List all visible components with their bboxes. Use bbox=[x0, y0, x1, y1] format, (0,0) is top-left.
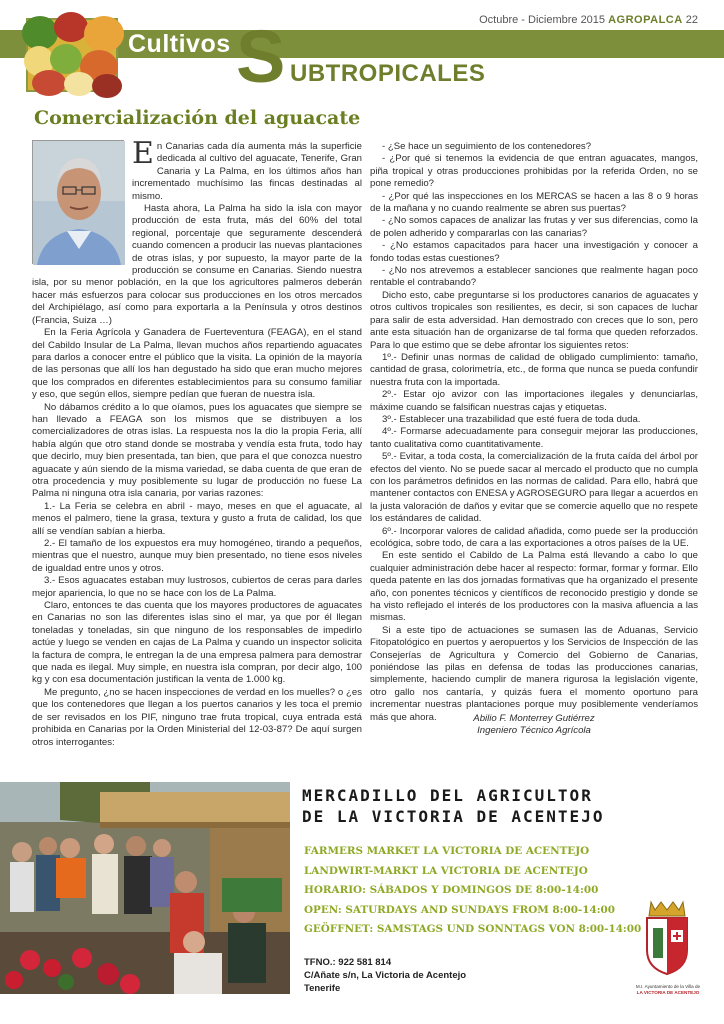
author-role: Ingeniero Técnico Agrícola bbox=[477, 725, 591, 736]
ad-headline-2: DE LA VICTORIA DE ACENTEJO bbox=[302, 807, 605, 826]
issue-info bbox=[479, 14, 698, 26]
article-column-1 bbox=[32, 136, 362, 748]
question: - ¿No nos atrevemos a establecer sanciones que realmente hagan poco rentable el contrabando? bbox=[370, 265, 698, 289]
ad-info-lines bbox=[304, 842, 641, 940]
paragraph: 1.- La Feria se celebra en abril - mayo, meses en que el aguacate, al menos el palmero, tiene la grasa, textura y gusto a fruta de calidad, los que allí se vendían sabían a hierba. bbox=[32, 500, 362, 537]
question: - ¿No estamos capacitados para hacer una investigación y conocer a fondo todas estas cuestiones? bbox=[370, 240, 698, 264]
issue-date: Octubre - Diciembre 2015 bbox=[479, 14, 606, 26]
ad-line: FARMERS MARKET LA VICTORIA DE ACENTEJO bbox=[304, 845, 590, 857]
challenge-item: 1º.- Definir unas normas de calidad de obligado cumplimiento: tamaño, cantidad de grasa, colorimetría, etc., de forma que nunca se pueda confundir nuestra fruta con la importada. bbox=[370, 351, 698, 388]
question: - ¿Por qué las inspecciones en los MERCAS se hacen a las 8 o 9 horas de la mañana y no cuando realmente se abren sus puertas? bbox=[370, 190, 698, 215]
challenge-item: 5º.- Evitar, a toda costa, la comercialización de la fruta caída del árbol por efectos del viento. No se puede sacar al mercado el producto que no cumpla con los parámetros definidos en las normas de calidad. Para ello, habrá que mantener contactos con ENESA y AGROSEGURO para llegar a acuerdos en la justa valoración de daños y evitar que se comercie aquello que no respete los estándares de calidad. bbox=[370, 451, 698, 525]
article-title: Comercialización del aguacate bbox=[34, 107, 361, 129]
ad-headline-1: MERCADILLO DEL AGRICULTOR bbox=[302, 786, 593, 805]
paragraph: 2.- El tamaño de los expuestos era muy homogéneo, tirando a pequeños, mientras que el nuestro, aunque muy bien presentado, no tiene esos niveles de igualdad entre unos y otros. bbox=[32, 538, 362, 574]
ad-line: LANDWIRT-MARKT LA VICTORIA DE ACENTEJO bbox=[304, 864, 588, 877]
municipal-crest-icon bbox=[641, 898, 693, 980]
page-number: 22 bbox=[685, 14, 698, 26]
ad-phone: TFNO.: 922 581 814 bbox=[304, 957, 392, 968]
crest-caption bbox=[620, 984, 716, 995]
author-signature bbox=[370, 713, 698, 737]
question: - ¿No somos capaces de analizar las frutas y ver sus diferencias, como la de polen adherido y compararlas con las canarias? bbox=[370, 215, 698, 239]
paragraph: No dábamos crédito a lo que oíamos, pues los aguacates que siempre se han llevado a FEAGA son los mismos que se distribuyen a los comercializadores de otras islas. La respuesta nos la dio la propia Feria, allí había algún que otro stand donde se mostraba y vendía esta fruta, todo hay que decirlo, muy bien presentada, tan bien, que para el que conozca nuestro aguacate y aún siendo de la misma variedad, se daba cuenta de que eran de otra procedencia y muy posiblemente su lugar de producción no fuese La Palma ni ninguna otra isla canaria, por varias razones: bbox=[32, 401, 362, 500]
author-name: Abilio F. Monterrey Gutiérrez bbox=[473, 713, 595, 724]
fruit-photo bbox=[26, 18, 118, 92]
article-column-2 bbox=[370, 141, 698, 741]
paragraph: Hasta ahora, La Palma ha sido la isla con mayor producción de esta fruta, más del 60% del total regional, porcentaje que seguramente descenderá cuando comencen a producir las nuevas plantaciones de otras islas, y por supuesto, la mayor parte de la producción se consume en Canarias. Siendo nuestra isla, por su menor población, en la que los agricultores palmeros deberán hacer más esfuerzos para colocar sus producciones en los otros mercados del Archipiélago, así como para exportarla a la Península y otros destinos (Francia, Suiza …) bbox=[32, 203, 362, 326]
ad-contact bbox=[304, 956, 466, 995]
photo-float-spacer bbox=[32, 141, 132, 269]
paragraph: Me pregunto, ¿no se hacen inspecciones de verdad en los muelles? o ¿es que los contenedores que llegan a los puertos canarios y les toca el premio de ser revisados en los PIF, ninguno trae fruta tropical, cuya entrada está prohibida en Canarias por la Orden Ministerial del 12-03-87? De aquí surgen otros interrogantes: bbox=[32, 686, 362, 748]
challenge-item: 6º.- Incorporar valores de calidad añadida, como puede ser la producción ecológica, sobre todo, de cara a las exportaciones a otros países de la UE. bbox=[370, 525, 698, 549]
question: - ¿Se hace un seguimiento de los contenedores? bbox=[382, 141, 592, 152]
paragraph: En este sentido el Cabildo de La Palma está llevando a cabo lo que cualquier administración debe hacer al respecto: formar, formar y formar. Ello queda patente en las dos jornadas formativas que ha organizado el presente año, con ponentes técnicos y científicos de reconocido prestigio y donde se ha visto reflejado el interés de los productores con la masiva afluencia a las mismas. bbox=[370, 550, 698, 624]
paragraph: Si a este tipo de actuaciones se sumasen las de Aduanas, Servicio Fitopatológico en puertos y aeropuertos y los Servicios de Inspección de las Consejerías de Agricultura y Comercio del Gobierno de Canarias, poniéndose las pilas en defensa de todas las producciones canarias, simplemente, haciendo cumplir de manera rigurosa la legislación vigente, otro gallo nos cantaría, y quizás fuera el momento oportuno para incrementar nuestras plantaciones porque muy posiblemente venderíamos más que ahora. bbox=[370, 624, 698, 723]
paragraph: Dicho esto, cabe preguntarse si los productores canarios de aguacates y otros cultivos tropicales son resilientes, es decir, si son capaces de luchar para salir de esta adversidad. Han demostrado con creces que lo son, pero ante esta situación han de organizarse de tal forma que queden reforzados. Para lo que estimo que se debe afrontar los siguientes retos: bbox=[370, 289, 698, 351]
market-photo bbox=[0, 782, 290, 994]
drop-cap: E bbox=[132, 136, 154, 171]
ad-city: Tenerife bbox=[304, 983, 341, 994]
ad-line: OPEN: SATURDAYS AND SUNDAYS FROM 8:00-14:00 bbox=[304, 903, 616, 916]
paragraph: En la Feria Agrícola y Ganadera de Fuerteventura (FEAGA), en el stand del Cabildo Insular de La Palma, llevan muchos años repartiendo aguacates para darlos a conocer entre el público que la visita. La opinión de la mayoría de las personas que allí los han degustado ha sido que eran mucho mejores que los comprados en diferentes establecimientos para su consumo familiar y eso, que según ellos, siempre pedían que fueran de nuestra isla. bbox=[32, 327, 362, 401]
paragraph: 3.- Esos aguacates estaban muy lustrosos, cubiertos de ceras para darles mejor apariencia, lo que no se hace con los de La Palma. bbox=[32, 575, 362, 599]
challenge-item: 3º.- Establecer una trazabilidad que esté fuera de toda duda. bbox=[382, 413, 641, 425]
crest-caption-line2: LA VICTORIA DE ACENTEJO bbox=[636, 989, 700, 995]
crest-caption-line1: M.I. Ayuntamiento de la Villa de bbox=[635, 984, 701, 989]
question: - ¿Por qué si tenemos la evidencia de que entran aguacates, mangos, piña tropical y otras producciones prohibidas por la referida Orden, no se pone remedio? bbox=[370, 153, 698, 190]
paragraph: Claro, entonces te das cuenta que los mayores productores de aguacates en Canarias no son las diferentes islas sino el mar, ya que por él llegan toneladas y toneladas, sin que ninguno de los responsables de impedirlo actúe y luego se venden en cajas de La Palma y cuando un inspector solicita la factura de compra, le entregan la de una empresa palmera para demostrar que nada es ilegal. Muy simple, en nuestra isla compran, por decir algo, 100 kg y con esa documentación justifican la venta de 1.000 kg. bbox=[32, 600, 362, 686]
paragraph: n Canarias cada día aumenta más la superficie dedicada al cultivo del aguacate, Tenerife, Gran Canaria y La Palma, en los últimos años han incrementado muchísimo las fincas destinadas al mismo. bbox=[132, 141, 362, 202]
challenge-item: 4º.- Formarse adecuadamente para conseguir mejorar las producciones, tanto cualitativa como cuantitativamente. bbox=[370, 426, 698, 450]
section-title-line2: UBTROPICALES bbox=[290, 60, 486, 87]
challenge-item: 2º.- Estar ojo avizor con las importaciones ilegales y denunciarlas, máxime cuando se falsifican nuestras cajas y etiquetas. bbox=[370, 389, 698, 413]
ad-line: HORARIO: SÁBADOS Y DOMINGOS DE 8:00-14:00 bbox=[304, 884, 599, 896]
ad-line: GEÖFFNET: SAMSTAGS UND SONNTAGS VON 8:00-14:00 bbox=[304, 923, 642, 935]
section-title-initial: S bbox=[236, 15, 286, 98]
section-title-line1: Cultivos bbox=[128, 30, 231, 58]
ad-address: C/Añate s/n, La Victoria de Acentejo bbox=[304, 970, 467, 981]
magazine-name: AGROPALCA bbox=[608, 14, 683, 26]
